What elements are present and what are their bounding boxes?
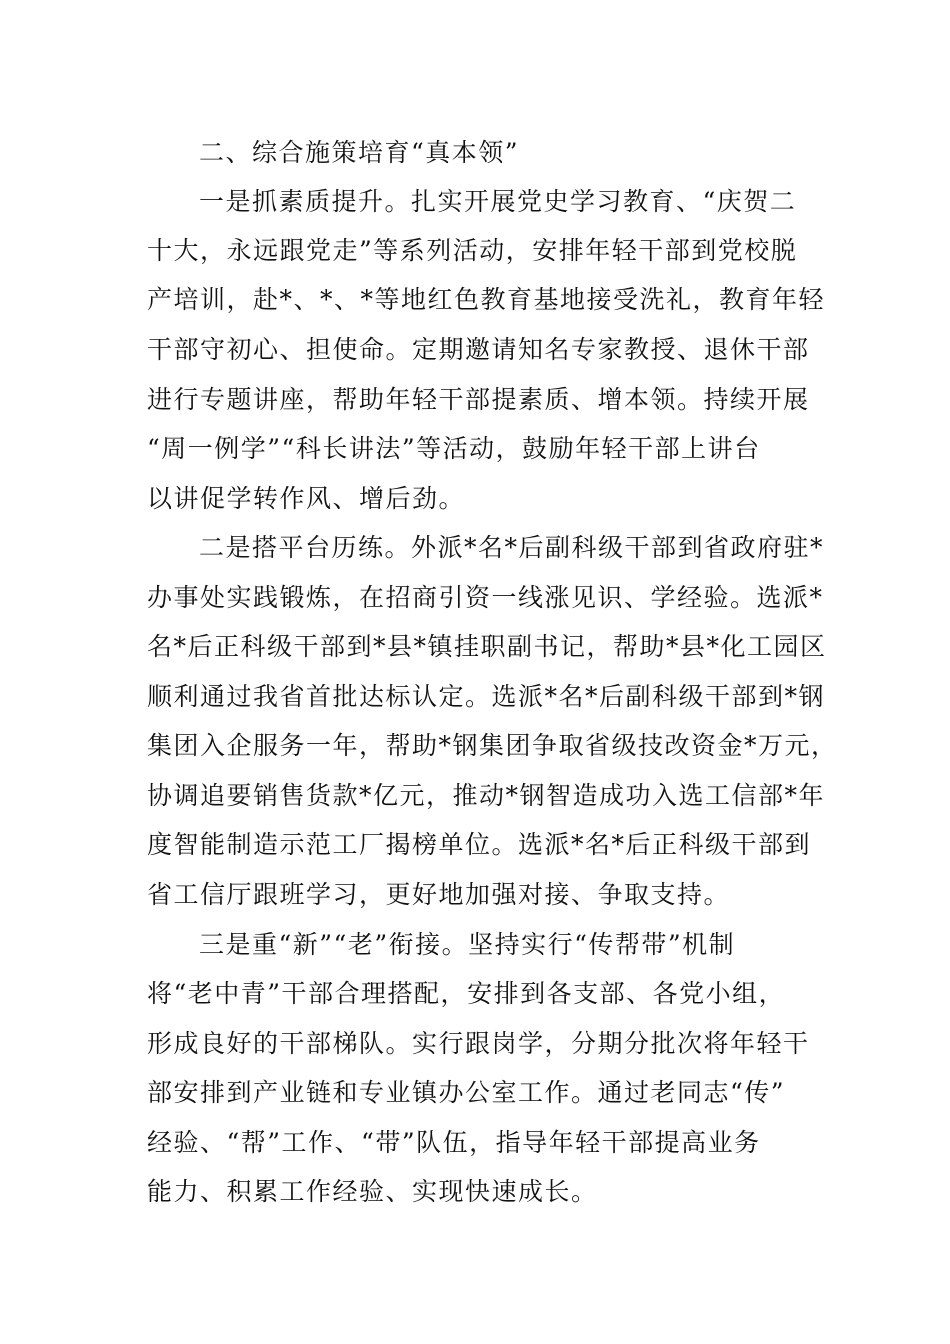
text-line: 形成良好的干部梯队。实行跟岗学，分期分批次将年轻干 — [147, 1029, 810, 1058]
text-line: 十大，永远跟党走”等系列活动，安排年轻干部到党校脱 — [147, 236, 798, 265]
text-line: 产培训，赴*、*、*等地红色教育基地接受洗礼，教育年轻 — [147, 285, 826, 314]
text-line: 二是搭平台历练。外派*名*后副科级干部到省政府驻* — [199, 533, 825, 562]
text-line: 度智能制造示范工厂揭榜单位。选派*名*后正科级干部到 — [147, 830, 812, 859]
text-line: 将“老中青”干部合理搭配，安排到各支部、各党小组， — [147, 979, 786, 1008]
text-line: 进行专题讲座，帮助年轻干部提素质、增本领。持续开展 — [147, 385, 810, 414]
text-line: 集团入企服务一年，帮助*钢集团争取省级技改资金*万元， — [147, 731, 838, 760]
text-line: 顺利通过我省首批达标认定。选派*名*后副科级干部到*钢 — [147, 682, 826, 711]
text-line: 干部守初心、担使命。定期邀请知名专家教授、退休干部 — [147, 335, 810, 364]
text-line: 协调追要销售货款*亿元，推动*钢智造成功入选工信部*年 — [147, 781, 826, 810]
text-line: 能力、积累工作经验、实现快速成长。 — [147, 1177, 598, 1206]
text-line: 一是抓素质提升。扎实开展党史学习教育、“庆贺二 — [199, 187, 797, 216]
text-line: 经验、“帮”工作、“带”队伍，指导年轻干部提高业务 — [147, 1128, 761, 1157]
text-line: 名*后正科级干部到*县*镇挂职副书记，帮助*县*化工园区 — [147, 632, 827, 661]
text-line: 三是重“新”“老”衔接。坚持实行“传帮带”机制 — [199, 930, 736, 959]
text-line: 部安排到产业链和专业镇办公室工作。通过老同志“传” — [147, 1078, 786, 1107]
text-line: 办事处实践锻炼，在招商引资一线涨见识、学经验。选派* — [147, 583, 824, 612]
text-line: “周一例学”“科长讲法”等活动，鼓励年轻干部上讲台 — [147, 434, 761, 463]
text-line: 省工信厅跟班学习，更好地加强对接、争取支持。 — [147, 880, 731, 909]
section-heading: 二、综合施策培育“真本领” — [199, 138, 520, 167]
text-line: 以讲促学转作风、增后劲。 — [147, 484, 466, 513]
